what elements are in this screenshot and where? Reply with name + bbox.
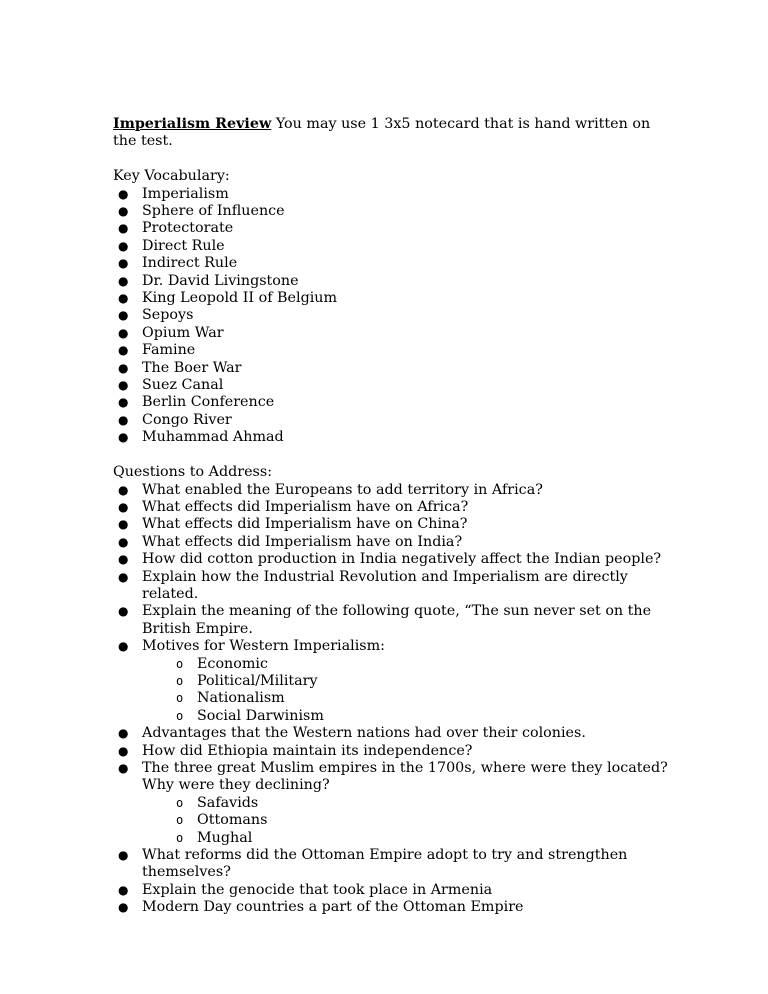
header-line	[113, 116, 673, 151]
sub-bullet-icon: o	[176, 813, 184, 828]
list-item: ● King Leopold II of Belgium	[118, 290, 338, 307]
bullet-icon: ●	[118, 308, 129, 323]
bullet-icon: ●	[118, 221, 129, 236]
bullet-icon: ●	[118, 743, 129, 758]
vocabulary-heading: Key Vocabulary:	[113, 168, 230, 185]
bullet-icon: ●	[118, 412, 129, 427]
list-item: ● What effects did Imperialism have on India?	[118, 533, 463, 550]
bullet-icon: ●	[118, 900, 129, 915]
list-item: ● How did cotton production in India negatively affect the Indian people?	[118, 551, 662, 568]
bullet-icon: ●	[118, 238, 129, 253]
bullet-icon: ●	[118, 360, 129, 375]
bullet-icon: ●	[118, 395, 129, 410]
list-item: ● Motives for Western Imperialism: o Economic o Political/Military o Nationalism o Social Darwinism	[113, 638, 673, 725]
list-item: ● Explain how the Industrial Revolution and Imperialism are directly related.	[118, 568, 628, 602]
motives-sublist	[142, 656, 673, 726]
spacer	[113, 447, 673, 464]
document-title: Imperialism Review	[113, 116, 272, 132]
list-item: ● Muhammad Ahmad	[118, 429, 284, 446]
bullet-icon: ●	[118, 291, 129, 306]
list-item: ● What enabled the Europeans to add territory in Africa?	[118, 481, 543, 498]
sub-bullet-icon: o	[176, 673, 184, 688]
list-item: ● Explain the meaning of the following quote, “The sun never set on the British Empire.	[118, 603, 652, 637]
list-item: ● Suez Canal	[118, 377, 224, 394]
list-item: ● What effects did Imperialism have on China?	[118, 516, 468, 533]
list-item: ● Imperialism	[118, 185, 229, 202]
sub-bullet-icon: o	[176, 795, 184, 810]
sub-list-item: o Nationalism	[176, 690, 285, 707]
list-item: ● Direct Rule	[118, 237, 225, 254]
bullet-icon: ●	[118, 343, 129, 358]
bullet-icon: ●	[118, 430, 129, 445]
bullet-icon: ●	[118, 639, 129, 654]
list-item: ● Protectorate	[118, 220, 234, 237]
bullet-icon: ●	[118, 499, 129, 514]
bullet-icon: ●	[118, 186, 129, 201]
spacer	[113, 151, 673, 168]
document-page	[113, 116, 673, 917]
bullet-icon: ●	[118, 726, 129, 741]
sub-list-item: o Political/Military	[176, 672, 318, 689]
list-item: ● Opium War	[118, 324, 224, 341]
sub-list-item: o Economic	[176, 655, 269, 672]
list-item: ● Advantages that the Western nations had over their colonies.	[118, 725, 586, 742]
questions-heading: Questions to Address:	[113, 464, 273, 481]
sub-bullet-icon: o	[176, 656, 184, 671]
bullet-icon: ●	[118, 552, 129, 567]
list-item: ● How did Ethiopia maintain its independence?	[118, 742, 473, 759]
list-item: ● Famine	[118, 342, 196, 359]
list-item: ● What effects did Imperialism have on Africa?	[118, 498, 469, 515]
bullet-icon: ●	[118, 204, 129, 219]
questions-list	[113, 482, 673, 917]
list-item: ● Sepoys	[118, 307, 194, 324]
bullet-icon: ●	[118, 569, 129, 584]
list-item: ● Dr. David Livingstone	[118, 272, 299, 289]
list-item: ● The three great Muslim empires in the 1700s, where were they located? Why were they declining? o Safavids o Ottomans o Mughal	[113, 760, 673, 847]
sub-bullet-icon: o	[176, 691, 184, 706]
list-item: ● The Boer War	[118, 359, 242, 376]
sub-bullet-icon: o	[176, 708, 184, 723]
sub-list-item: o Ottomans	[176, 812, 268, 829]
bullet-icon: ●	[118, 325, 129, 340]
bullet-icon: ●	[118, 378, 129, 393]
sub-bullet-icon: o	[176, 830, 184, 845]
sub-list-item: o Safavids	[176, 794, 259, 811]
list-item: ● Explain the genocide that took place in Armenia	[118, 881, 493, 898]
sub-list-item: o Mughal	[176, 829, 253, 846]
list-item: ● Indirect Rule	[118, 255, 238, 272]
bullet-icon: ●	[118, 848, 129, 863]
bullet-icon: ●	[118, 604, 129, 619]
bullet-icon: ●	[118, 534, 129, 549]
sub-list-item: o Social Darwinism	[176, 707, 324, 724]
bullet-icon: ●	[118, 517, 129, 532]
empires-sublist	[142, 795, 673, 847]
bullet-icon: ●	[118, 482, 129, 497]
bullet-icon: ●	[118, 273, 129, 288]
vocabulary-list	[113, 186, 673, 447]
bullet-icon: ●	[118, 256, 129, 271]
bullet-icon: ●	[118, 761, 129, 775]
bullet-icon: ●	[118, 882, 129, 897]
list-item: ● Congo River	[118, 411, 232, 428]
notecard-note: You may use 1 3x5 notecard that is hand written on the test.	[113, 116, 651, 150]
list-item: ● Sphere of Influence	[118, 203, 285, 220]
list-item: ● Modern Day countries a part of the Ottoman Empire	[118, 899, 524, 916]
list-item: ● Berlin Conference	[118, 394, 275, 411]
list-item: ● What reforms did the Ottoman Empire adopt to try and strengthen themselves?	[118, 847, 628, 881]
